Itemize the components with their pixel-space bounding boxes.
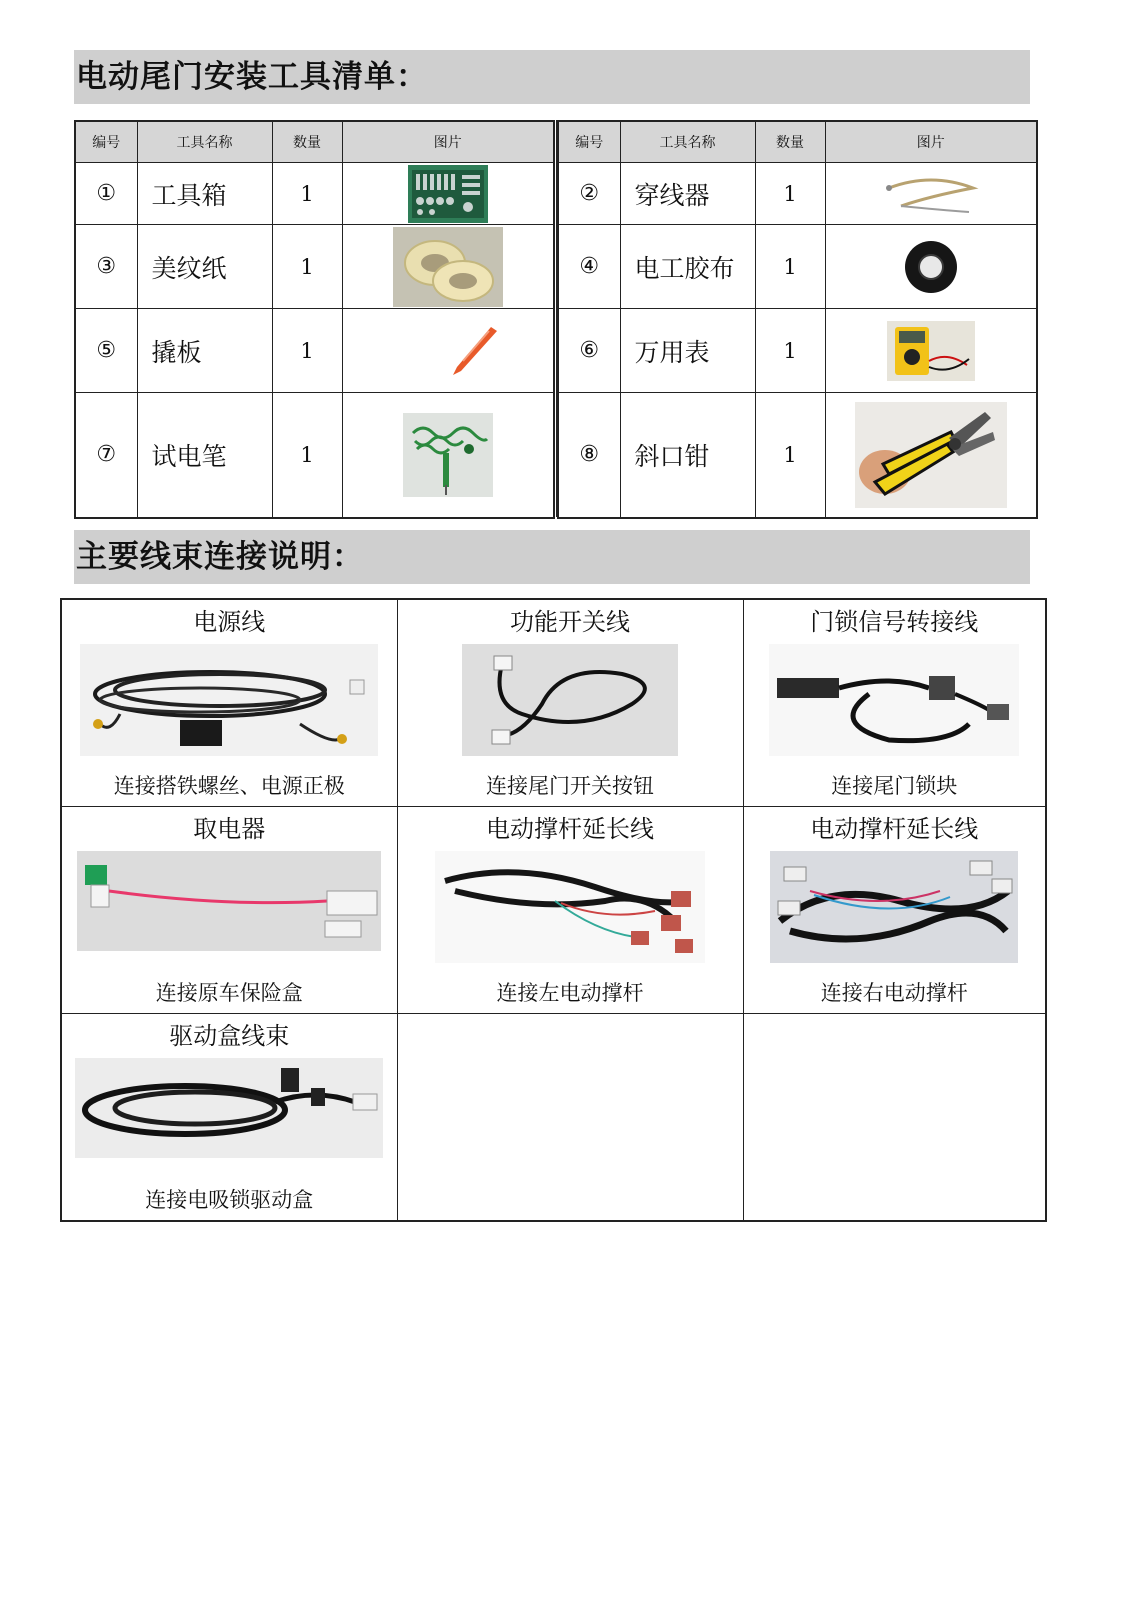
- header-pic: 图片: [825, 121, 1037, 163]
- test-pen-photo: [342, 393, 554, 518]
- tool-name: 斜口钳: [620, 393, 755, 518]
- tool-qty: 1: [755, 225, 825, 309]
- tool-row: [75, 163, 554, 225]
- tool-row: [558, 309, 1037, 393]
- harness-title: 电动撑杆延长线: [486, 815, 654, 843]
- harness-desc: 连接尾门开关按钮: [486, 774, 654, 798]
- tool-row: [75, 309, 554, 393]
- tool-num: ④: [558, 225, 620, 309]
- tool-row: [558, 163, 1037, 225]
- tool-num: ③: [75, 225, 137, 309]
- harness-desc: 连接原车保险盒: [155, 981, 303, 1005]
- harness-title: 门锁信号转接线: [810, 608, 979, 636]
- harness-cell: [61, 1014, 397, 1222]
- tool-num: ①: [75, 163, 137, 225]
- harness-desc: 连接尾门锁块: [831, 774, 958, 798]
- tool-qty: 1: [755, 163, 825, 225]
- diagonal-pliers-photo: [825, 393, 1037, 518]
- tool-name: 工具箱: [137, 163, 272, 225]
- tool-name: 试电笔: [137, 393, 272, 518]
- lock-signal-cable-photo: [769, 644, 1019, 756]
- tool-row: [558, 225, 1037, 309]
- tool-name: 撬板: [137, 309, 272, 393]
- drive-box-harness-photo: [75, 1058, 383, 1158]
- tool-qty: 1: [755, 309, 825, 393]
- harness-title: 功能开关线: [510, 608, 630, 636]
- switch-cable-photo: [462, 644, 678, 756]
- tool-name: 穿线器: [620, 163, 755, 225]
- tool-num: ⑦: [75, 393, 137, 518]
- tool-list-heading: 电动尾门安装工具清单：: [74, 50, 1030, 104]
- pry-tool-photo: [342, 309, 554, 393]
- harness-cell: [397, 807, 743, 1014]
- wire-threader-photo: [825, 163, 1037, 225]
- tool-num: ⑤: [75, 309, 137, 393]
- harness-cell: [397, 599, 743, 807]
- harness-desc: 连接搭铁螺丝、电源正极: [113, 774, 345, 798]
- header-pic: 图片: [342, 121, 554, 163]
- strut-extension-left-photo: [435, 851, 705, 963]
- tool-list: [74, 120, 1036, 517]
- tool-name: 美纹纸: [137, 225, 272, 309]
- tool-row: [75, 393, 554, 518]
- harness-desc: 连接左电动撑杆: [496, 981, 644, 1005]
- tool-row: [558, 393, 1037, 518]
- harness-cell-empty: [743, 1014, 1046, 1222]
- strut-extension-right-photo: [770, 851, 1018, 963]
- multimeter-photo: [825, 309, 1037, 393]
- tool-qty: 1: [272, 393, 342, 518]
- harness-title: 取电器: [193, 815, 266, 843]
- power-cable-photo: [80, 644, 378, 756]
- harness-cell: [61, 807, 397, 1014]
- tool-name: 电工胶布: [620, 225, 755, 309]
- harness-table: [60, 598, 1047, 1222]
- toolbox-photo: [342, 163, 554, 225]
- harness-cell-empty: [397, 1014, 743, 1222]
- header-name: 工具名称: [137, 121, 272, 163]
- header-qty: 数量: [272, 121, 342, 163]
- harness-title: 电源线: [193, 608, 266, 636]
- tool-qty: 1: [755, 393, 825, 518]
- header-qty: 数量: [755, 121, 825, 163]
- harness-desc: 连接右电动撑杆: [820, 981, 968, 1005]
- harness-title: 驱动盒线束: [169, 1022, 290, 1050]
- harness-cell: [61, 599, 397, 807]
- header-num: 编号: [75, 121, 137, 163]
- tool-qty: 1: [272, 309, 342, 393]
- tool-num: ⑧: [558, 393, 620, 518]
- tool-name: 万用表: [620, 309, 755, 393]
- tool-num: ②: [558, 163, 620, 225]
- harness-cell: [743, 807, 1046, 1014]
- harness-heading: 主要线束连接说明：: [74, 530, 1030, 584]
- tool-table-right: [557, 120, 1038, 519]
- header-name: 工具名称: [620, 121, 755, 163]
- tool-table-left: [74, 120, 555, 519]
- tool-qty: 1: [272, 225, 342, 309]
- tool-row: [75, 225, 554, 309]
- fuse-tap-photo: [77, 851, 381, 951]
- header-num: 编号: [558, 121, 620, 163]
- electrical-tape-photo: [825, 225, 1037, 309]
- tool-num: ⑥: [558, 309, 620, 393]
- harness-desc: 连接电吸锁驱动盒: [145, 1188, 314, 1212]
- tool-qty: 1: [272, 163, 342, 225]
- masking-tape-photo: [342, 225, 554, 309]
- harness-cell: [743, 599, 1046, 807]
- harness-title: 电动撑杆延长线: [810, 815, 979, 843]
